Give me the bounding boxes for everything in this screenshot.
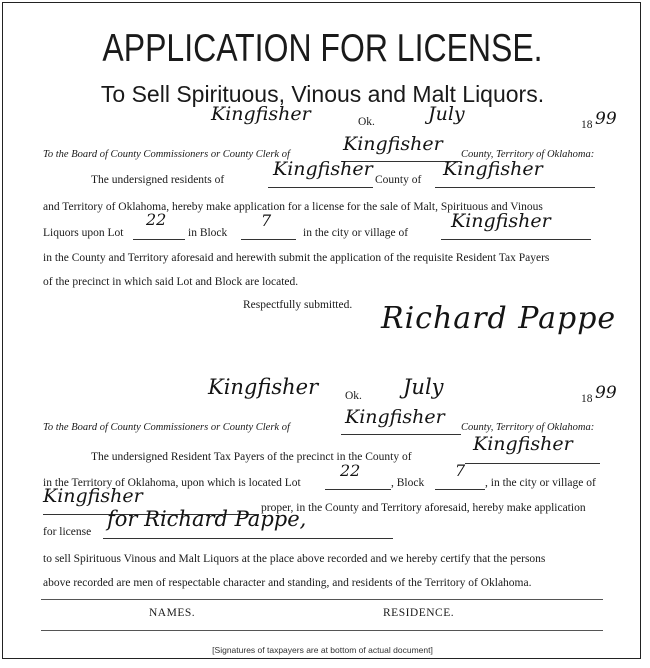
application-lot-prefix: Liquors upon Lot [43, 227, 124, 239]
petition-line3-suffix: proper, in the County and Territory aforesaid, hereby make application [261, 502, 586, 514]
petition-line2-suffix: , in the city or village of [485, 477, 596, 489]
petition-place: Kingfisher [208, 375, 319, 399]
column-residence-header: RESIDENCE. [383, 607, 455, 619]
application-lot-value: 22 [146, 210, 167, 229]
application-city-value: Kingfisher [451, 210, 551, 232]
application-board-prefix: To the Board of County Commissioners or County Clerk of [43, 149, 290, 160]
column-names-header: NAMES. [149, 607, 196, 619]
application-line5: in the County and Territory aforesaid and herewith submit the application of the requisite Resident Tax Payers [43, 252, 550, 264]
footer-note: [Signatures of taxpayers are at bottom of actual document] [212, 645, 433, 655]
petition-county-name: Kingfisher [345, 406, 445, 428]
application-city-label: in the city or village of [303, 227, 409, 239]
petition-license-value: for Richard Pappe, [107, 507, 307, 531]
application-year-prefix: 18 [581, 119, 593, 131]
petition-month: July [403, 375, 444, 399]
petition-board-prefix: To the Board of County Commissioners or County Clerk of [43, 422, 290, 433]
petition-line1-prefix: The undersigned Resident Tax Payers of the precinct in the County of [91, 451, 412, 463]
application-county-of-value: Kingfisher [443, 158, 543, 180]
petition-state-abbr: Ok. [345, 390, 362, 402]
petition-board-suffix: County, Territory of Oklahoma: [461, 422, 595, 433]
petition-line5: to sell Spirituous Vinous and Malt Liquors at the place above recorded and we hereby certify that the persons [43, 553, 546, 565]
petition-license-prefix: for license [43, 526, 92, 538]
petition-block-label: , Block [391, 477, 425, 489]
application-line6: of the precinct in which said Lot and Block are located. [43, 276, 299, 288]
application-state-abbr: Ok. [358, 116, 375, 128]
application-county-of-label: County of [375, 174, 422, 186]
petition-line6: above recorded are men of respectable character and standing, and residents of the Territory of Oklahoma. [43, 577, 532, 589]
document-page [2, 2, 641, 659]
petition-year-prefix: 18 [581, 393, 593, 405]
application-county-name: Kingfisher [343, 133, 443, 155]
application-place: Kingfisher [211, 103, 311, 125]
petition-year-suffix: 99 [595, 383, 617, 403]
column-divider-rule [41, 599, 603, 600]
respectfully-submitted: Respectfully submitted. [243, 299, 353, 311]
application-board-suffix: County, Territory of Oklahoma: [461, 149, 595, 160]
application-year-suffix: 99 [595, 109, 617, 129]
petition-city-value: Kingfisher [43, 485, 143, 507]
document-subtitle: To Sell Spirituous, Vinous and Malt Liquors. [100, 81, 545, 107]
application-residents-prefix: The undersigned residents of [91, 174, 225, 186]
petition-lot-value: 22 [340, 461, 361, 480]
application-residents-value: Kingfisher [273, 158, 373, 180]
application-line3: and Territory of Oklahoma, hereby make application for a license for the sale of Malt, Spirituous and Vinous [43, 201, 543, 213]
application-block-value: 7 [261, 211, 272, 230]
application-month: July [428, 103, 465, 125]
applicant-signature: Richard Pappe [381, 301, 617, 336]
petition-line2-prefix: in the Territory of Oklahoma, upon which is located Lot [43, 477, 301, 489]
column-bottom-rule [41, 630, 603, 631]
application-block-label: in Block [188, 227, 228, 239]
petition-line1-value: Kingfisher [473, 433, 573, 455]
document-title: APPLICATION FOR LICENSE. [102, 27, 543, 70]
petition-block-value: 7 [455, 461, 466, 480]
